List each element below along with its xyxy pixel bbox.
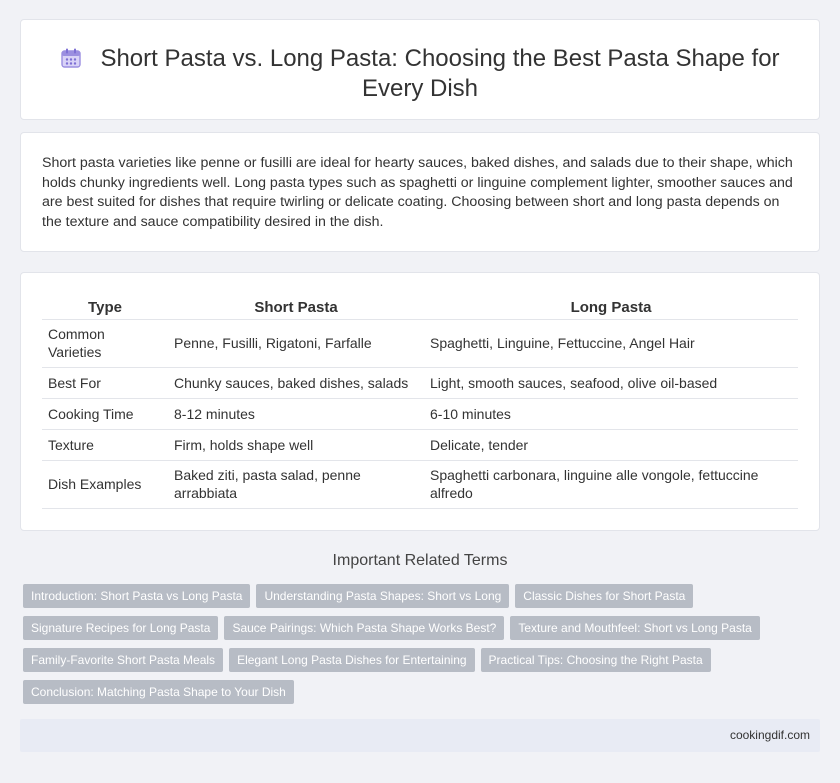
- related-term-tag[interactable]: Family-Favorite Short Pasta Meals: [23, 648, 223, 672]
- related-term-tag[interactable]: Conclusion: Matching Pasta Shape to Your Dish: [23, 680, 294, 704]
- related-term-tag[interactable]: Elegant Long Pasta Dishes for Entertaining: [229, 648, 474, 672]
- row-label: Common Varieties: [42, 319, 168, 367]
- footer-bar: [20, 719, 820, 752]
- related-term-tag[interactable]: Practical Tips: Choosing the Right Pasta: [481, 648, 711, 672]
- table-header-row: [42, 297, 798, 319]
- header-short-pasta: Short Pasta: [168, 297, 424, 319]
- intro-card: [20, 132, 820, 252]
- tag-row: [23, 616, 803, 648]
- related-term-tag[interactable]: Signature Recipes for Long Pasta: [23, 616, 218, 640]
- related-term-tag[interactable]: Texture and Mouthfeel: Short vs Long Pasta: [510, 616, 759, 640]
- header-type: Type: [42, 297, 168, 319]
- tag-row: [23, 584, 803, 616]
- long-pasta-cell: Delicate, tender: [424, 429, 798, 460]
- short-pasta-cell: Chunky sauces, baked dishes, salads: [168, 367, 424, 398]
- row-label: Texture: [42, 429, 168, 460]
- related-terms-list: [23, 584, 803, 712]
- header-long-pasta: Long Pasta: [424, 297, 798, 319]
- footer-site-link[interactable]: cookingdif.com: [729, 728, 810, 742]
- related-term-tag[interactable]: Classic Dishes for Short Pasta: [515, 584, 693, 608]
- tag-row: [23, 680, 803, 712]
- table-row: [42, 398, 798, 429]
- long-pasta-cell: 6-10 minutes: [424, 398, 798, 429]
- page-title-wrap: [21, 44, 819, 104]
- table-row: [42, 367, 798, 398]
- short-pasta-cell: Penne, Fusilli, Rigatoni, Farfalle: [168, 319, 424, 367]
- tag-row: [23, 648, 803, 680]
- short-pasta-cell: Firm, holds shape well: [168, 429, 424, 460]
- related-term-tag[interactable]: Introduction: Short Pasta vs Long Pasta: [23, 584, 250, 608]
- table-row: [42, 429, 798, 460]
- comparison-card: [20, 272, 820, 531]
- row-label: Best For: [42, 367, 168, 398]
- page-title: Short Pasta vs. Long Pasta: Choosing the Best Pasta Shape for Every Dish: [100, 45, 780, 102]
- long-pasta-cell: Spaghetti carbonara, linguine alle vongole, fettuccine alfredo: [424, 460, 798, 508]
- related-term-tag[interactable]: Sauce Pairings: Which Pasta Shape Works Best?: [224, 616, 504, 640]
- row-label: Cooking Time: [42, 398, 168, 429]
- short-pasta-cell: 8-12 minutes: [168, 398, 424, 429]
- calendar-icon: [60, 47, 82, 69]
- related-terms-heading: Important Related Terms: [332, 552, 508, 569]
- long-pasta-cell: Spaghetti, Linguine, Fettuccine, Angel Hair: [424, 319, 798, 367]
- short-pasta-cell: Baked ziti, pasta salad, penne arrabbiata: [168, 460, 424, 508]
- table-row: [42, 460, 798, 508]
- long-pasta-cell: Light, smooth sauces, seafood, olive oil-based: [424, 367, 798, 398]
- row-label: Dish Examples: [42, 460, 168, 508]
- related-term-tag[interactable]: Understanding Pasta Shapes: Short vs Long: [256, 584, 509, 608]
- intro-paragraph: Short pasta varieties like penne or fusilli are ideal for hearty sauces, baked dishes, and salads due to their shape, which holds chunky ingredients well. Long pasta types such as spaghetti or linguine complement lighter, smoother sauces and are best suited for dishes that require twirling or delicate coating. Choosing between short and long pasta depends on the texture and sauce compatibility desired in the dish.: [42, 155, 793, 230]
- title-card: [20, 19, 820, 120]
- table-row: [42, 319, 798, 367]
- comparison-table: [42, 297, 798, 509]
